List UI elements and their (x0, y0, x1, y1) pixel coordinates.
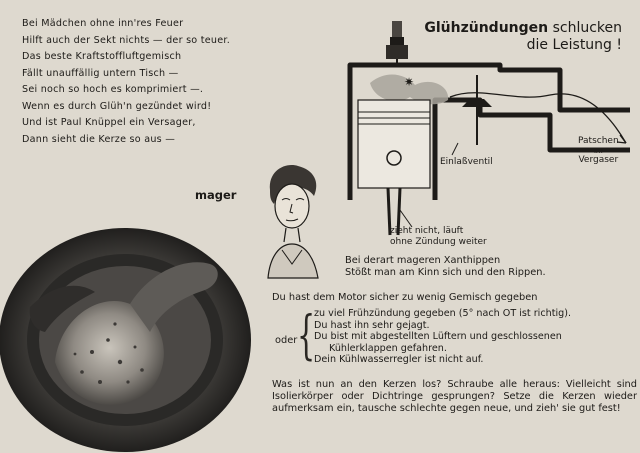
body-sentence: Du hast dem Motor sicher zu wenig Gemisch gegeben (272, 292, 538, 303)
list-item: zu viel Frühzündung gegeben (5° nach OT ist richtig). (314, 308, 572, 319)
headline-line2: die Leistung ! (526, 37, 622, 53)
oder-label: oder (275, 335, 298, 346)
engine-diagram (330, 15, 635, 245)
label-patschen-2: im (593, 147, 603, 155)
poem-line: Sei noch so hoch es komprimiert —. (22, 84, 204, 95)
photo-label: mager (195, 188, 237, 202)
poem-line: Dann sieht die Kerze so aus — (22, 133, 176, 145)
poem-line: Fällt unauffällig untern Tisch — (22, 67, 179, 79)
caption-line2: Stößt man am Kinn sich und den Rippen. (345, 267, 546, 278)
label-zieht-2: ohne Zündung weiter (390, 237, 487, 247)
cartoon-woman-illustration (262, 160, 332, 280)
label-zieht-1: zieht nicht, läuft (390, 226, 464, 236)
poem-line: Das beste Kraftstoffluftgemisch (22, 51, 182, 62)
list-item: Du hast ihn sehr gejagt. (314, 319, 430, 331)
spark-plug-icon (386, 21, 408, 67)
list-item: Kühlerklappen gefahren. (329, 342, 447, 354)
illustration-caption (345, 255, 546, 279)
cause-list (314, 308, 636, 366)
label-patschen (578, 136, 619, 166)
spark-plug-photo (0, 212, 262, 453)
label-einlassventil: Einlaßventil (440, 157, 493, 167)
label-zieht-nicht (390, 226, 487, 248)
label-patschen-1: Patschen (578, 136, 619, 146)
closing-paragraph: Was ist nun an den Kerzen los? Schraube alle heraus: Vielleicht sind Isolierkörper oder Dichtringe gesprungen? Setze die Kerzen wieder aufmerksam ein, tausche schlechte gegen neue, und zieh' sie gut fest! (272, 379, 637, 415)
curly-brace-icon: { (297, 306, 316, 366)
poem-line: Bei Mädchen ohne inn'res Feuer (22, 18, 184, 29)
poem-line: Wenn es durch Glüh'n gezündet wird! (22, 100, 212, 112)
headline-rest: schlucken (548, 20, 622, 36)
label-patschen-3: Vergaser (578, 155, 619, 165)
poem (22, 16, 287, 148)
spark-star-icon: ✷ (404, 75, 415, 89)
intake-valve-icon (462, 75, 492, 145)
list-item: Dein Kühlwasserregler ist nicht auf. (314, 354, 484, 366)
poem-line: Hilft auch der Sekt nichts — der so teuer. (22, 34, 230, 46)
list-item: Du bist mit abgestellten Lüftern und geschlossenen (314, 331, 562, 343)
headline-bold: Glühzündungen (424, 20, 549, 36)
poem-line: Und ist Paul Knüppel ein Versager, (22, 117, 196, 128)
piston-icon (358, 100, 430, 235)
caption-line1: Bei derart mageren Xanthippen (345, 255, 501, 266)
